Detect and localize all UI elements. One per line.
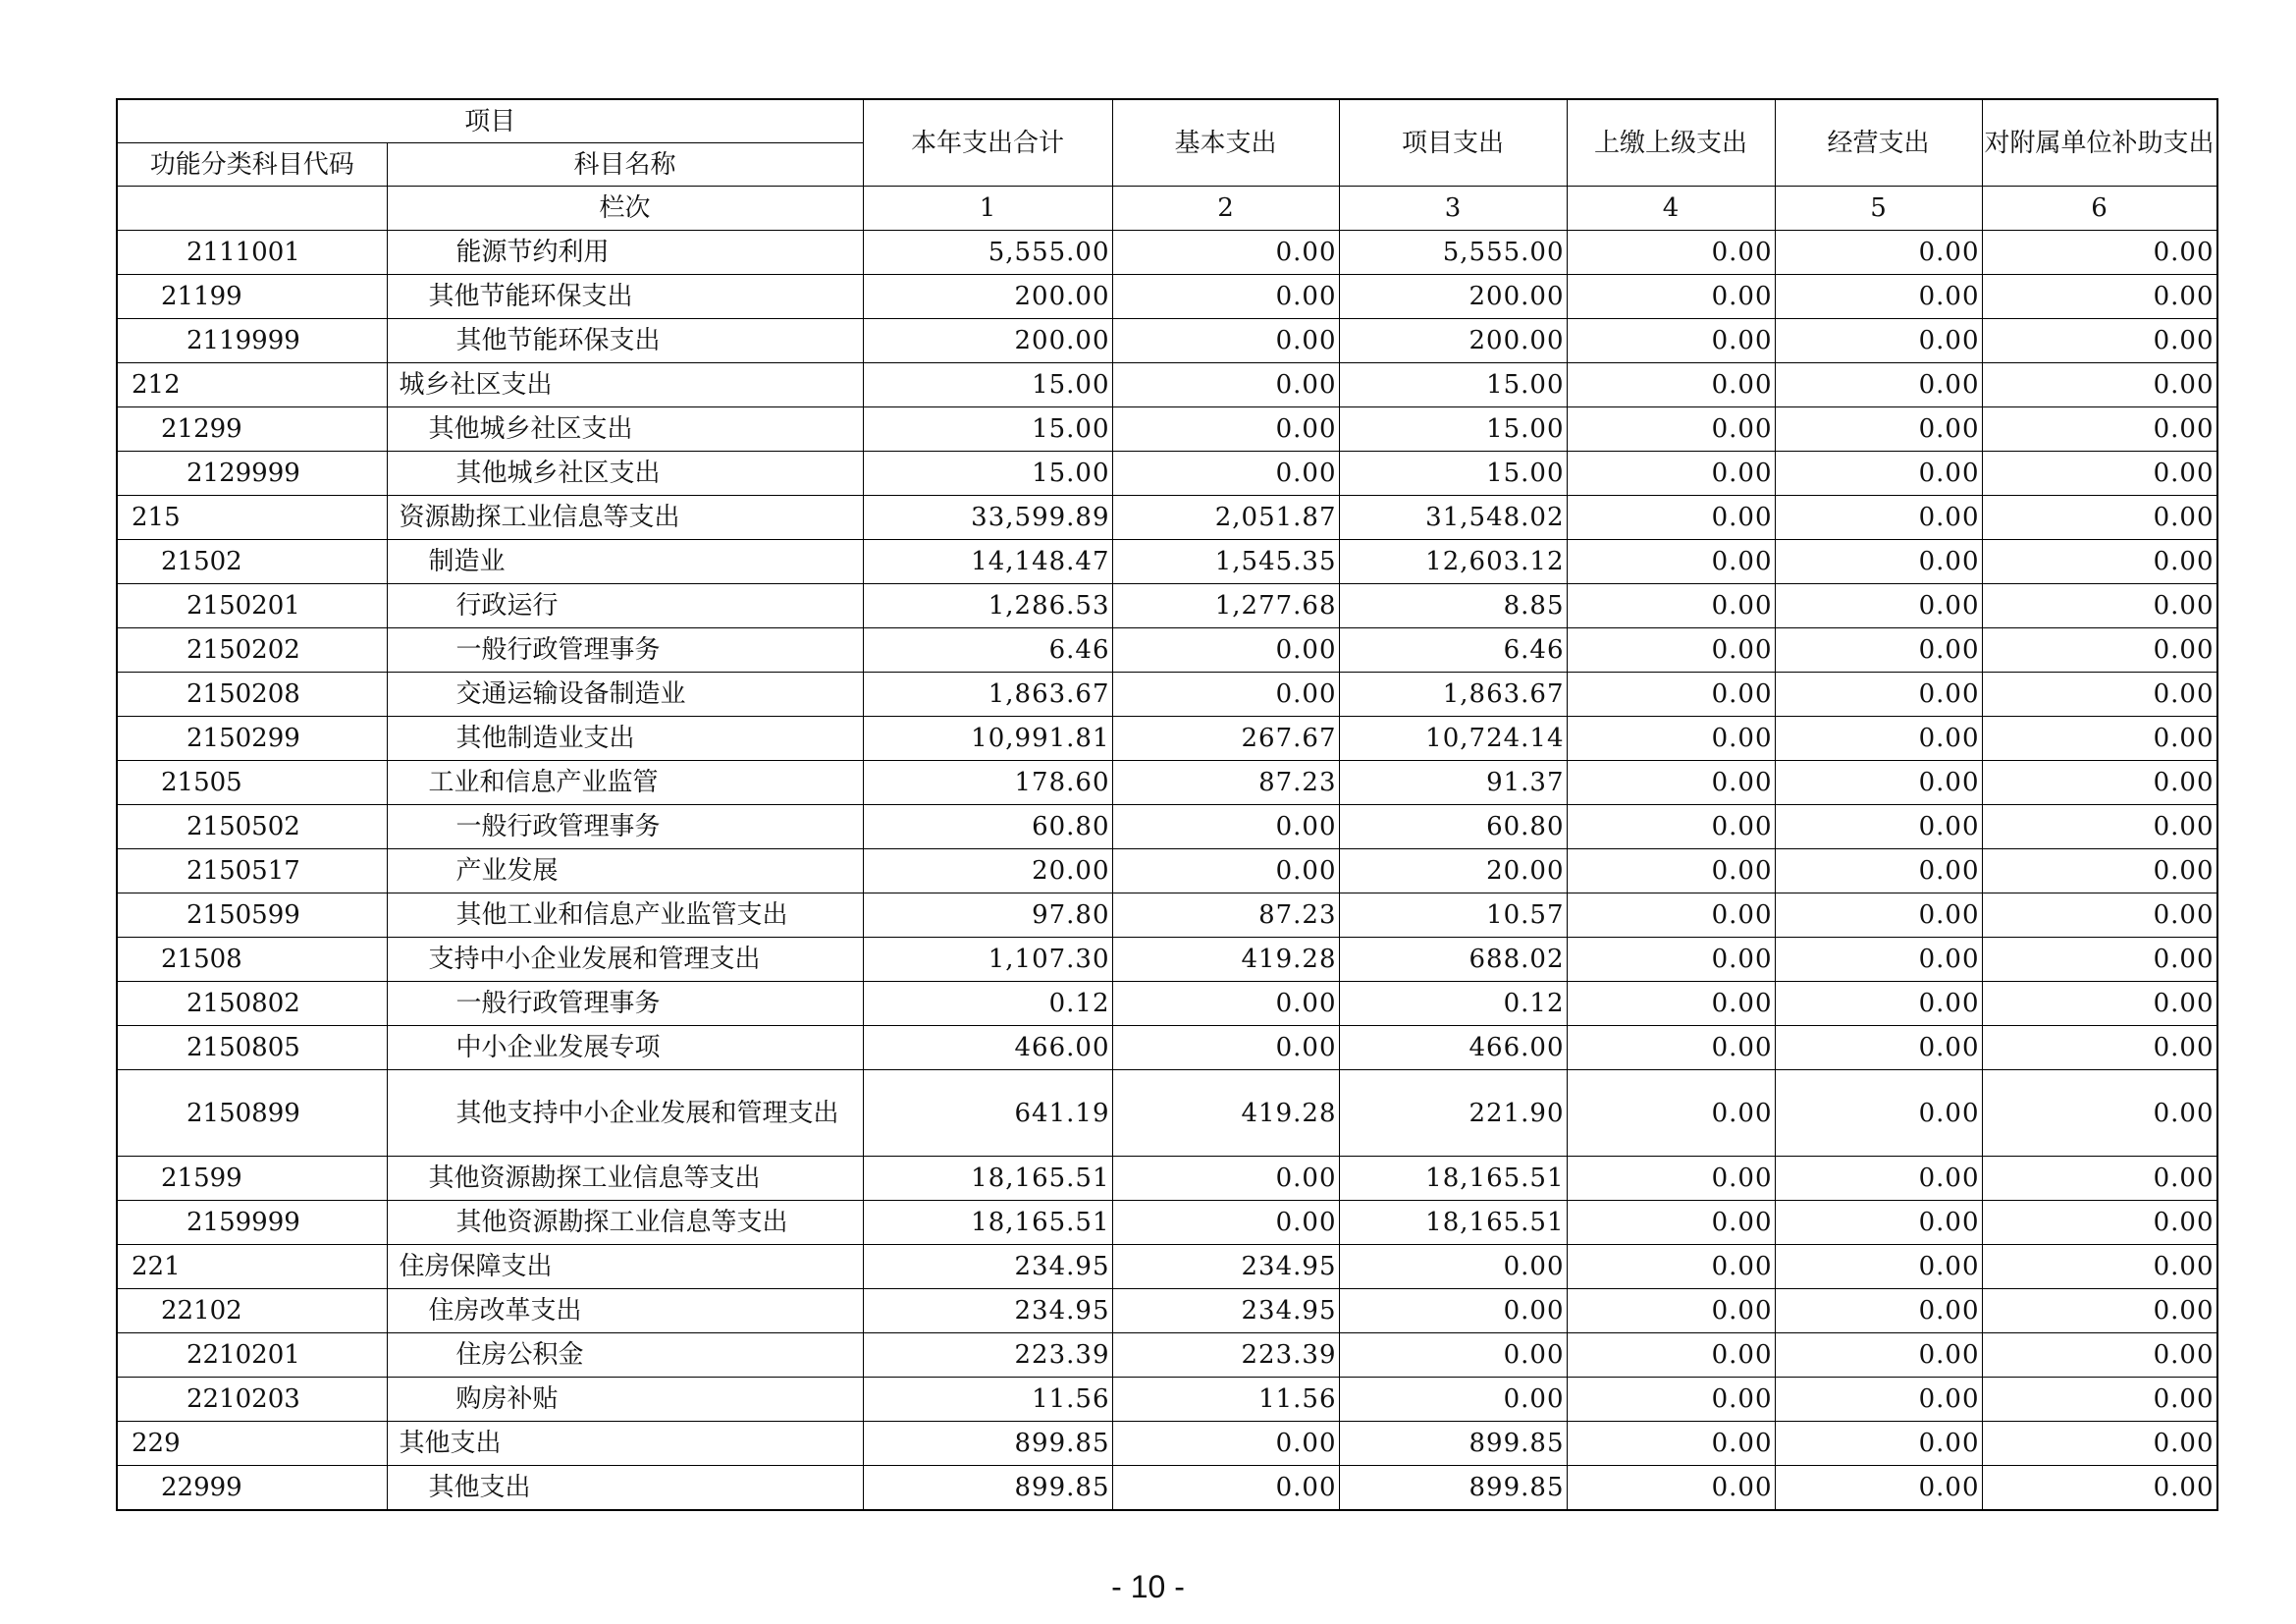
amount-cell-col5: 0.00 xyxy=(1775,761,1982,805)
amount-cell-col1: 15.00 xyxy=(863,363,1112,407)
amount-cell-col1: 234.95 xyxy=(863,1289,1112,1333)
table-row xyxy=(117,982,2217,1026)
amount-cell-col3: 466.00 xyxy=(1339,1026,1567,1070)
header-index-4: 4 xyxy=(1567,187,1775,231)
subject-name-cell: 资源勘探工业信息等支出 xyxy=(387,496,863,540)
table-row xyxy=(117,1378,2217,1422)
table-row xyxy=(117,628,2217,673)
subject-name-cell: 其他城乡社区支出 xyxy=(387,407,863,452)
subject-code-cell: 2150208 xyxy=(117,673,387,717)
amount-cell-col4: 0.00 xyxy=(1567,893,1775,938)
subject-name-cell: 其他资源勘探工业信息等支出 xyxy=(387,1157,863,1201)
header-col-total: 本年支出合计 xyxy=(863,99,1112,187)
subject-name-cell: 交通运输设备制造业 xyxy=(387,673,863,717)
amount-cell-col3: 899.85 xyxy=(1339,1466,1567,1511)
amount-cell-col4: 0.00 xyxy=(1567,717,1775,761)
subject-name-cell: 其他节能环保支出 xyxy=(387,275,863,319)
amount-cell-col3: 0.12 xyxy=(1339,982,1567,1026)
amount-cell-col5: 0.00 xyxy=(1775,363,1982,407)
table-row xyxy=(117,1201,2217,1245)
amount-cell-col6: 0.00 xyxy=(1982,1201,2217,1245)
amount-cell-col5: 0.00 xyxy=(1775,584,1982,628)
amount-cell-col5: 0.00 xyxy=(1775,717,1982,761)
subject-code-cell: 2150201 xyxy=(117,584,387,628)
amount-cell-col4: 0.00 xyxy=(1567,452,1775,496)
subject-name-cell: 其他支持中小企业发展和管理支出 xyxy=(387,1070,863,1157)
amount-cell-col4: 0.00 xyxy=(1567,584,1775,628)
amount-cell-col5: 0.00 xyxy=(1775,628,1982,673)
amount-cell-col2: 0.00 xyxy=(1112,673,1339,717)
amount-cell-col2: 223.39 xyxy=(1112,1333,1339,1378)
subject-code-cell: 21502 xyxy=(117,540,387,584)
subject-name-cell: 住房公积金 xyxy=(387,1333,863,1378)
amount-cell-col4: 0.00 xyxy=(1567,1289,1775,1333)
table-row xyxy=(117,496,2217,540)
amount-cell-col4: 0.00 xyxy=(1567,628,1775,673)
subject-code-cell: 2150202 xyxy=(117,628,387,673)
subject-name-cell: 其他制造业支出 xyxy=(387,717,863,761)
amount-cell-col3: 15.00 xyxy=(1339,452,1567,496)
subject-name-cell: 其他支出 xyxy=(387,1466,863,1511)
amount-cell-col3: 5,555.00 xyxy=(1339,231,1567,275)
amount-cell-col5: 0.00 xyxy=(1775,1070,1982,1157)
amount-cell-col6: 0.00 xyxy=(1982,761,2217,805)
amount-cell-col5: 0.00 xyxy=(1775,1378,1982,1422)
amount-cell-col2: 11.56 xyxy=(1112,1378,1339,1422)
amount-cell-col5: 0.00 xyxy=(1775,938,1982,982)
amount-cell-col1: 10,991.81 xyxy=(863,717,1112,761)
amount-cell-col4: 0.00 xyxy=(1567,540,1775,584)
amount-cell-col3: 31,548.02 xyxy=(1339,496,1567,540)
subject-name-cell: 支持中小企业发展和管理支出 xyxy=(387,938,863,982)
amount-cell-col2: 0.00 xyxy=(1112,363,1339,407)
amount-cell-col5: 0.00 xyxy=(1775,407,1982,452)
amount-cell-col3: 1,863.67 xyxy=(1339,673,1567,717)
table-row xyxy=(117,363,2217,407)
subject-name-cell: 中小企业发展专项 xyxy=(387,1026,863,1070)
subject-code-cell: 21505 xyxy=(117,761,387,805)
amount-cell-col6: 0.00 xyxy=(1982,849,2217,893)
amount-cell-col2: 0.00 xyxy=(1112,319,1339,363)
amount-cell-col1: 223.39 xyxy=(863,1333,1112,1378)
amount-cell-col2: 0.00 xyxy=(1112,1157,1339,1201)
subject-code-cell: 22999 xyxy=(117,1466,387,1511)
subject-name-cell: 一般行政管理事务 xyxy=(387,628,863,673)
amount-cell-col5: 0.00 xyxy=(1775,893,1982,938)
amount-cell-col1: 899.85 xyxy=(863,1466,1112,1511)
amount-cell-col4: 0.00 xyxy=(1567,363,1775,407)
table-row xyxy=(117,275,2217,319)
subject-name-cell: 一般行政管理事务 xyxy=(387,982,863,1026)
subject-code-cell: 2119999 xyxy=(117,319,387,363)
amount-cell-col4: 0.00 xyxy=(1567,1245,1775,1289)
subject-code-cell: 2150805 xyxy=(117,1026,387,1070)
amount-cell-col1: 60.80 xyxy=(863,805,1112,849)
amount-cell-col4: 0.00 xyxy=(1567,849,1775,893)
amount-cell-col2: 0.00 xyxy=(1112,628,1339,673)
amount-cell-col2: 0.00 xyxy=(1112,407,1339,452)
amount-cell-col4: 0.00 xyxy=(1567,1157,1775,1201)
amount-cell-col6: 0.00 xyxy=(1982,1026,2217,1070)
amount-cell-col6: 0.00 xyxy=(1982,628,2217,673)
amount-cell-col2: 87.23 xyxy=(1112,893,1339,938)
subject-name-cell: 住房保障支出 xyxy=(387,1245,863,1289)
amount-cell-col2: 0.00 xyxy=(1112,275,1339,319)
amount-cell-col1: 641.19 xyxy=(863,1070,1112,1157)
subject-code-cell: 2210201 xyxy=(117,1333,387,1378)
amount-cell-col1: 18,165.51 xyxy=(863,1201,1112,1245)
amount-cell-col4: 0.00 xyxy=(1567,805,1775,849)
amount-cell-col6: 0.00 xyxy=(1982,496,2217,540)
amount-cell-col5: 0.00 xyxy=(1775,1026,1982,1070)
table-row xyxy=(117,1289,2217,1333)
header-index-3: 3 xyxy=(1339,187,1567,231)
amount-cell-col4: 0.00 xyxy=(1567,1070,1775,1157)
amount-cell-col5: 0.00 xyxy=(1775,275,1982,319)
table-row xyxy=(117,1422,2217,1466)
amount-cell-col5: 0.00 xyxy=(1775,1422,1982,1466)
subject-code-cell: 215 xyxy=(117,496,387,540)
amount-cell-col4: 0.00 xyxy=(1567,275,1775,319)
amount-cell-col4: 0.00 xyxy=(1567,673,1775,717)
amount-cell-col1: 1,286.53 xyxy=(863,584,1112,628)
header-index-6: 6 xyxy=(1982,187,2217,231)
header-blank-cell xyxy=(117,187,387,231)
subject-name-cell: 产业发展 xyxy=(387,849,863,893)
table-row xyxy=(117,407,2217,452)
subject-name-cell: 住房改革支出 xyxy=(387,1289,863,1333)
table-row xyxy=(117,1157,2217,1201)
amount-cell-col1: 1,863.67 xyxy=(863,673,1112,717)
subject-code-cell: 212 xyxy=(117,363,387,407)
amount-cell-col1: 6.46 xyxy=(863,628,1112,673)
subject-code-cell: 2111001 xyxy=(117,231,387,275)
subject-code-cell: 2150517 xyxy=(117,849,387,893)
amount-cell-col1: 466.00 xyxy=(863,1026,1112,1070)
subject-name-cell: 制造业 xyxy=(387,540,863,584)
amount-cell-col2: 1,277.68 xyxy=(1112,584,1339,628)
amount-cell-col3: 899.85 xyxy=(1339,1422,1567,1466)
subject-code-cell: 229 xyxy=(117,1422,387,1466)
amount-cell-col5: 0.00 xyxy=(1775,452,1982,496)
amount-cell-col1: 14,148.47 xyxy=(863,540,1112,584)
amount-cell-col2: 0.00 xyxy=(1112,452,1339,496)
header-col-project: 项目支出 xyxy=(1339,99,1567,187)
subject-code-cell: 2150599 xyxy=(117,893,387,938)
subject-name-cell: 其他支出 xyxy=(387,1422,863,1466)
amount-cell-col2: 0.00 xyxy=(1112,849,1339,893)
amount-cell-col1: 234.95 xyxy=(863,1245,1112,1289)
amount-cell-col6: 0.00 xyxy=(1982,1422,2217,1466)
amount-cell-col4: 0.00 xyxy=(1567,1026,1775,1070)
amount-cell-col3: 0.00 xyxy=(1339,1378,1567,1422)
amount-cell-col6: 0.00 xyxy=(1982,673,2217,717)
amount-cell-col3: 0.00 xyxy=(1339,1333,1567,1378)
amount-cell-col4: 0.00 xyxy=(1567,938,1775,982)
amount-cell-col3: 18,165.51 xyxy=(1339,1157,1567,1201)
table-row xyxy=(117,1333,2217,1378)
amount-cell-col2: 0.00 xyxy=(1112,1026,1339,1070)
amount-cell-col3: 200.00 xyxy=(1339,275,1567,319)
amount-cell-col6: 0.00 xyxy=(1982,275,2217,319)
amount-cell-col1: 200.00 xyxy=(863,319,1112,363)
header-index-5: 5 xyxy=(1775,187,1982,231)
subject-code-cell: 2150802 xyxy=(117,982,387,1026)
amount-cell-col5: 0.00 xyxy=(1775,496,1982,540)
amount-cell-col5: 0.00 xyxy=(1775,673,1982,717)
amount-cell-col2: 419.28 xyxy=(1112,1070,1339,1157)
header-project: 项目 xyxy=(117,99,863,143)
amount-cell-col6: 0.00 xyxy=(1982,540,2217,584)
amount-cell-col6: 0.00 xyxy=(1982,938,2217,982)
amount-cell-col6: 0.00 xyxy=(1982,584,2217,628)
subject-name-cell: 城乡社区支出 xyxy=(387,363,863,407)
amount-cell-col3: 0.00 xyxy=(1339,1289,1567,1333)
amount-cell-col6: 0.00 xyxy=(1982,1378,2217,1422)
table-row xyxy=(117,540,2217,584)
amount-cell-col6: 0.00 xyxy=(1982,1157,2217,1201)
amount-cell-col5: 0.00 xyxy=(1775,1157,1982,1201)
amount-cell-col1: 15.00 xyxy=(863,407,1112,452)
subject-name-cell: 其他工业和信息产业监管支出 xyxy=(387,893,863,938)
table-row xyxy=(117,452,2217,496)
amount-cell-col3: 15.00 xyxy=(1339,363,1567,407)
amount-cell-col4: 0.00 xyxy=(1567,1333,1775,1378)
subject-name-cell: 行政运行 xyxy=(387,584,863,628)
amount-cell-col4: 0.00 xyxy=(1567,1422,1775,1466)
amount-cell-col5: 0.00 xyxy=(1775,540,1982,584)
amount-cell-col6: 0.00 xyxy=(1982,1466,2217,1511)
amount-cell-col5: 0.00 xyxy=(1775,1333,1982,1378)
table-row xyxy=(117,893,2217,938)
amount-cell-col4: 0.00 xyxy=(1567,231,1775,275)
amount-cell-col3: 20.00 xyxy=(1339,849,1567,893)
amount-cell-col4: 0.00 xyxy=(1567,407,1775,452)
table-row xyxy=(117,805,2217,849)
amount-cell-col4: 0.00 xyxy=(1567,1466,1775,1511)
amount-cell-col6: 0.00 xyxy=(1982,452,2217,496)
amount-cell-col6: 0.00 xyxy=(1982,1070,2217,1157)
subject-name-cell: 购房补贴 xyxy=(387,1378,863,1422)
header-index-2: 2 xyxy=(1112,187,1339,231)
amount-cell-col1: 97.80 xyxy=(863,893,1112,938)
amount-cell-col6: 0.00 xyxy=(1982,1333,2217,1378)
amount-cell-col3: 10,724.14 xyxy=(1339,717,1567,761)
amount-cell-col3: 221.90 xyxy=(1339,1070,1567,1157)
amount-cell-col2: 1,545.35 xyxy=(1112,540,1339,584)
header-func-code: 功能分类科目代码 xyxy=(117,143,387,187)
amount-cell-col3: 12,603.12 xyxy=(1339,540,1567,584)
amount-cell-col2: 2,051.87 xyxy=(1112,496,1339,540)
header-index-1: 1 xyxy=(863,187,1112,231)
amount-cell-col2: 0.00 xyxy=(1112,1201,1339,1245)
amount-cell-col3: 8.85 xyxy=(1339,584,1567,628)
table-row xyxy=(117,584,2217,628)
amount-cell-col1: 1,107.30 xyxy=(863,938,1112,982)
subject-name-cell: 能源节约利用 xyxy=(387,231,863,275)
amount-cell-col2: 0.00 xyxy=(1112,982,1339,1026)
amount-cell-col1: 11.56 xyxy=(863,1378,1112,1422)
subject-name-cell: 一般行政管理事务 xyxy=(387,805,863,849)
subject-code-cell: 21599 xyxy=(117,1157,387,1201)
amount-cell-col6: 0.00 xyxy=(1982,805,2217,849)
subject-code-cell: 21299 xyxy=(117,407,387,452)
subject-name-cell: 其他资源勘探工业信息等支出 xyxy=(387,1201,863,1245)
table-row xyxy=(117,673,2217,717)
table-body xyxy=(117,231,2217,1511)
table-row xyxy=(117,1466,2217,1511)
amount-cell-col4: 0.00 xyxy=(1567,1201,1775,1245)
amount-cell-col6: 0.00 xyxy=(1982,1245,2217,1289)
amount-cell-col1: 18,165.51 xyxy=(863,1157,1112,1201)
header-col-subsidy: 对附属单位补助支出 xyxy=(1982,99,2217,187)
amount-cell-col4: 0.00 xyxy=(1567,1378,1775,1422)
table-row xyxy=(117,717,2217,761)
subject-code-cell: 2210203 xyxy=(117,1378,387,1422)
table-row xyxy=(117,761,2217,805)
amount-cell-col1: 15.00 xyxy=(863,452,1112,496)
amount-cell-col3: 6.46 xyxy=(1339,628,1567,673)
amount-cell-col1: 20.00 xyxy=(863,849,1112,893)
subject-code-cell: 2159999 xyxy=(117,1201,387,1245)
header-col-operating: 经营支出 xyxy=(1775,99,1982,187)
table-row xyxy=(117,319,2217,363)
subject-code-cell: 2150899 xyxy=(117,1070,387,1157)
subject-code-cell: 21199 xyxy=(117,275,387,319)
amount-cell-col1: 5,555.00 xyxy=(863,231,1112,275)
amount-cell-col2: 0.00 xyxy=(1112,231,1339,275)
subject-code-cell: 22102 xyxy=(117,1289,387,1333)
subject-code-cell: 2150299 xyxy=(117,717,387,761)
amount-cell-col2: 234.95 xyxy=(1112,1289,1339,1333)
amount-cell-col3: 91.37 xyxy=(1339,761,1567,805)
amount-cell-col2: 87.23 xyxy=(1112,761,1339,805)
amount-cell-col2: 267.67 xyxy=(1112,717,1339,761)
amount-cell-col5: 0.00 xyxy=(1775,982,1982,1026)
subject-code-cell: 2150502 xyxy=(117,805,387,849)
amount-cell-col5: 0.00 xyxy=(1775,1245,1982,1289)
table-row xyxy=(117,231,2217,275)
table-row xyxy=(117,938,2217,982)
table-row xyxy=(117,1070,2217,1157)
amount-cell-col1: 899.85 xyxy=(863,1422,1112,1466)
amount-cell-col4: 0.00 xyxy=(1567,496,1775,540)
amount-cell-col5: 0.00 xyxy=(1775,1289,1982,1333)
amount-cell-col3: 15.00 xyxy=(1339,407,1567,452)
amount-cell-col3: 60.80 xyxy=(1339,805,1567,849)
amount-cell-col2: 0.00 xyxy=(1112,1422,1339,1466)
amount-cell-col1: 0.12 xyxy=(863,982,1112,1026)
amount-cell-col3: 688.02 xyxy=(1339,938,1567,982)
amount-cell-col6: 0.00 xyxy=(1982,717,2217,761)
amount-cell-col3: 0.00 xyxy=(1339,1245,1567,1289)
amount-cell-col2: 0.00 xyxy=(1112,1466,1339,1511)
amount-cell-col3: 18,165.51 xyxy=(1339,1201,1567,1245)
amount-cell-col3: 200.00 xyxy=(1339,319,1567,363)
subject-name-cell: 其他节能环保支出 xyxy=(387,319,863,363)
table-row xyxy=(117,849,2217,893)
header-column-index-label: 栏次 xyxy=(387,187,863,231)
amount-cell-col1: 178.60 xyxy=(863,761,1112,805)
subject-name-cell: 工业和信息产业监管 xyxy=(387,761,863,805)
subject-code-cell: 2129999 xyxy=(117,452,387,496)
amount-cell-col5: 0.00 xyxy=(1775,805,1982,849)
amount-cell-col6: 0.00 xyxy=(1982,231,2217,275)
amount-cell-col3: 10.57 xyxy=(1339,893,1567,938)
amount-cell-col6: 0.00 xyxy=(1982,319,2217,363)
expenditure-table xyxy=(116,98,2218,1511)
amount-cell-col6: 0.00 xyxy=(1982,407,2217,452)
amount-cell-col2: 234.95 xyxy=(1112,1245,1339,1289)
amount-cell-col6: 0.00 xyxy=(1982,1289,2217,1333)
subject-name-cell: 其他城乡社区支出 xyxy=(387,452,863,496)
amount-cell-col4: 0.00 xyxy=(1567,761,1775,805)
subject-code-cell: 221 xyxy=(117,1245,387,1289)
header-col-remit: 上缴上级支出 xyxy=(1567,99,1775,187)
amount-cell-col6: 0.00 xyxy=(1982,893,2217,938)
amount-cell-col1: 33,599.89 xyxy=(863,496,1112,540)
amount-cell-col2: 419.28 xyxy=(1112,938,1339,982)
amount-cell-col5: 0.00 xyxy=(1775,849,1982,893)
table-row xyxy=(117,1026,2217,1070)
amount-cell-col6: 0.00 xyxy=(1982,363,2217,407)
subject-code-cell: 21508 xyxy=(117,938,387,982)
page-number: - 10 - xyxy=(1111,1569,1185,1604)
header-col-basic: 基本支出 xyxy=(1112,99,1339,187)
amount-cell-col6: 0.00 xyxy=(1982,982,2217,1026)
amount-cell-col1: 200.00 xyxy=(863,275,1112,319)
header-subject-name: 科目名称 xyxy=(387,143,863,187)
amount-cell-col4: 0.00 xyxy=(1567,319,1775,363)
amount-cell-col5: 0.00 xyxy=(1775,1201,1982,1245)
amount-cell-col5: 0.00 xyxy=(1775,231,1982,275)
amount-cell-col2: 0.00 xyxy=(1112,805,1339,849)
amount-cell-col4: 0.00 xyxy=(1567,982,1775,1026)
table-row xyxy=(117,1245,2217,1289)
amount-cell-col5: 0.00 xyxy=(1775,319,1982,363)
amount-cell-col5: 0.00 xyxy=(1775,1466,1982,1511)
